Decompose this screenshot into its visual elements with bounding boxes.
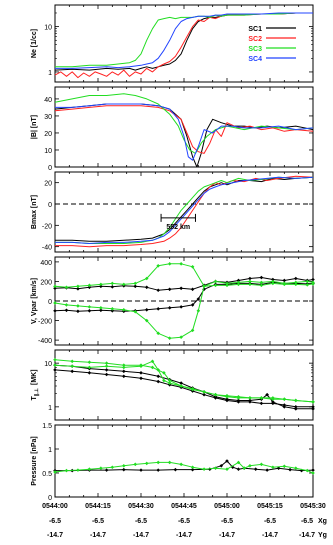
position-value: -6.5 bbox=[300, 518, 314, 525]
panel-1 bbox=[31, 5, 313, 82]
y-tick-label: -20 bbox=[41, 223, 52, 231]
y-tick-label: 10 bbox=[44, 361, 52, 369]
time-axis bbox=[42, 503, 327, 545]
y-tick-label: -200 bbox=[37, 318, 52, 326]
y-tick-label: 10 bbox=[44, 24, 52, 32]
y-tick-label: 0.5 bbox=[42, 471, 52, 478]
y-tick-label: 20 bbox=[44, 130, 52, 138]
position-value: -14.7 bbox=[176, 532, 192, 539]
y-tick-label: -400 bbox=[37, 338, 52, 346]
scale-label: 552 km bbox=[166, 223, 191, 231]
x-tick-label: 0545:30 bbox=[300, 503, 326, 510]
y-tick-label: 1.5 bbox=[42, 423, 52, 430]
y-axis-label: Bmax [nT] bbox=[31, 194, 38, 230]
panel-4 bbox=[31, 257, 315, 345]
y-axis-label: |B| [nT] bbox=[31, 114, 38, 140]
legend-label-SC4: SC4 bbox=[248, 56, 262, 63]
x-tick-label: 0545:00 bbox=[214, 503, 240, 510]
position-value: -14.7 bbox=[299, 532, 315, 539]
y-tick-label: 1 bbox=[48, 69, 52, 77]
y-tick-label: 400 bbox=[40, 259, 52, 267]
y-axis-label: V, Vpar [km/s] bbox=[31, 277, 38, 325]
y-axis-label: $T_{\parallel,\perp}[MK]$ bbox=[31, 369, 40, 401]
plot-frame bbox=[55, 5, 313, 82]
x-tick-label: 0544:00 bbox=[42, 503, 68, 510]
x-tick-label: 0544:30 bbox=[128, 503, 154, 510]
legend-label-SC1: SC1 bbox=[248, 26, 262, 33]
position-value: -6.5 bbox=[48, 518, 62, 525]
position-value: -14.7 bbox=[90, 532, 106, 539]
y-tick-label: -40 bbox=[41, 244, 52, 252]
panel-6 bbox=[31, 423, 315, 502]
y-tick-label: 10 bbox=[44, 147, 52, 155]
y-axis-label: Pressure [nPa] bbox=[31, 436, 38, 486]
position-value: -6.5 bbox=[263, 518, 277, 525]
panel-5 bbox=[31, 350, 315, 420]
panel-3 bbox=[31, 172, 313, 252]
position-value: -6.5 bbox=[220, 518, 234, 525]
y-axis-label: Ne [1/cc] bbox=[31, 28, 38, 59]
y-tick-label: 30 bbox=[44, 113, 52, 121]
y-tick-label: 0 bbox=[48, 299, 52, 306]
x-tick-label: 0545:15 bbox=[257, 503, 283, 510]
position-value: -14.7 bbox=[133, 532, 149, 539]
x-tick-label: 0544:45 bbox=[171, 503, 197, 510]
position-value: -14.7 bbox=[262, 532, 278, 539]
plot-frame bbox=[55, 350, 313, 420]
legend-label-SC3: SC3 bbox=[248, 46, 262, 53]
y-tick-label: 40 bbox=[44, 96, 52, 104]
position-value: -14.7 bbox=[219, 532, 235, 539]
y-tick-label: 200 bbox=[40, 279, 52, 287]
y-tick-label: 1 bbox=[48, 404, 52, 412]
legend-label-SC2: SC2 bbox=[248, 36, 262, 43]
x-tick-label: 0544:15 bbox=[85, 503, 111, 510]
position-value: -14.7 bbox=[47, 532, 63, 539]
position-value: -6.5 bbox=[177, 518, 191, 525]
position-value: -6.5 bbox=[134, 518, 148, 525]
position-row-label: Xg bbox=[318, 518, 327, 525]
y-tick-label: 20 bbox=[44, 180, 52, 188]
position-row-label: Yg bbox=[318, 532, 327, 539]
plot-frame bbox=[55, 425, 313, 497]
y-tick-label: 0 bbox=[48, 202, 52, 209]
plot-frame bbox=[55, 172, 313, 252]
y-tick-label: 1 bbox=[48, 447, 52, 454]
y-tick-label: 0 bbox=[48, 165, 52, 172]
position-value: -6.5 bbox=[91, 518, 105, 525]
y-tick-label: 0 bbox=[48, 495, 52, 502]
panel-2 bbox=[31, 87, 313, 172]
